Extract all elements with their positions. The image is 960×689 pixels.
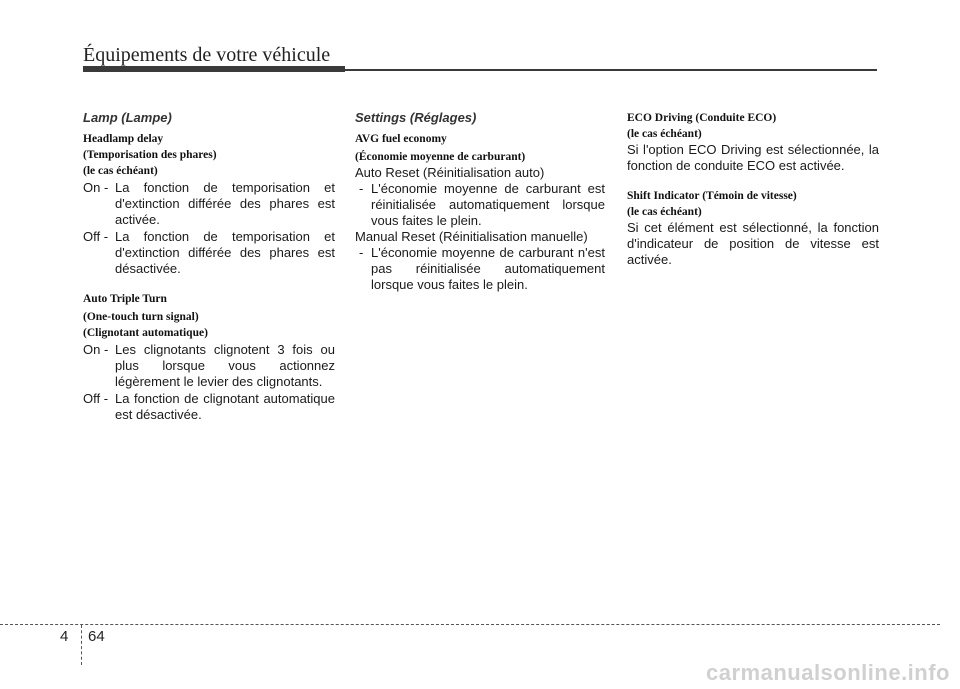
triple-turn-on-text: Les clignotants clignotent 3 fois ou plus lorsque vous actionnez légèrement le levier des clignotants. (115, 342, 335, 389)
headlamp-off-item (83, 229, 335, 277)
headlamp-off-text: La fonction de temporisation et d'extinction différée des phares est désactivée. (115, 229, 335, 276)
triple-turn-on-item (83, 342, 335, 390)
manual-reset-label: Manual Reset (Réinitialisation manuelle) (355, 229, 588, 244)
section-title-settings: Settings (Réglages) (355, 110, 477, 125)
on-label: On - (83, 180, 109, 195)
shift-heading-note: (le cas échéant) (627, 206, 702, 218)
triple-turn-off-item (83, 391, 335, 423)
avg-fuel-heading: AVG fuel economy (355, 133, 447, 145)
triple-turn-heading: Auto Triple Turn (83, 293, 167, 305)
shift-text: Si cet élément est sélectionné, la fonction d'indicateur de position de vitesse est activée. (627, 220, 879, 267)
page-number: 64 (88, 628, 105, 645)
headlamp-heading-note: (le cas échéant) (83, 165, 158, 177)
on-label: On - (83, 342, 109, 357)
watermark: carmanualsonline.info (706, 660, 950, 685)
headlamp-heading: Headlamp delay (83, 133, 164, 145)
auto-reset-text: L'économie moyenne de carburant est réinitialisée automatiquement lorsque vous faites le plein. (371, 181, 605, 228)
column-lamp (83, 110, 335, 423)
auto-reset-label: Auto Reset (Réinitialisation auto) (355, 165, 545, 180)
eco-heading: ECO Driving (Conduite ECO) (627, 112, 777, 124)
section-title-lamp: Lamp (Lampe) (83, 110, 172, 125)
dash-bullet: - (359, 181, 364, 196)
header-rule-thin (345, 69, 877, 71)
triple-turn-heading-en: (One-touch turn signal) (83, 311, 199, 323)
column-settings (355, 110, 605, 293)
chapter-number: 4 (60, 628, 69, 645)
footer-rule (0, 624, 940, 625)
triple-turn-heading-fr: (Clignotant automatique) (83, 327, 208, 339)
column-eco (627, 110, 879, 268)
avg-fuel-heading-fr: (Économie moyenne de carburant) (355, 151, 526, 163)
headlamp-on-text: La fonction de temporisation et d'extinction différée des phares est activée. (115, 180, 335, 227)
manual-reset-item (355, 245, 605, 293)
dash-bullet: - (359, 245, 364, 260)
headlamp-on-item (83, 180, 335, 228)
triple-turn-off-text: La fonction de clignotant automatique est désactivée. (115, 391, 335, 422)
page-header-title: Équipements de votre véhicule (83, 44, 331, 66)
manual-reset-text: L'économie moyenne de carburant n'est pas réinitialisée automatiquement lorsque vous faites le plein. (371, 245, 605, 292)
auto-reset-item (355, 181, 605, 229)
eco-text: Si l'option ECO Driving est sélectionnée, la fonction de conduite ECO est activée. (627, 142, 879, 173)
footer-separator (81, 625, 82, 665)
shift-heading: Shift Indicator (Témoin de vitesse) (627, 190, 797, 202)
off-label: Off - (83, 229, 109, 244)
header-rule-thick (83, 66, 345, 72)
eco-heading-note: (le cas échéant) (627, 128, 702, 140)
off-label: Off - (83, 391, 109, 406)
headlamp-heading-fr: (Temporisation des phares) (83, 149, 217, 161)
